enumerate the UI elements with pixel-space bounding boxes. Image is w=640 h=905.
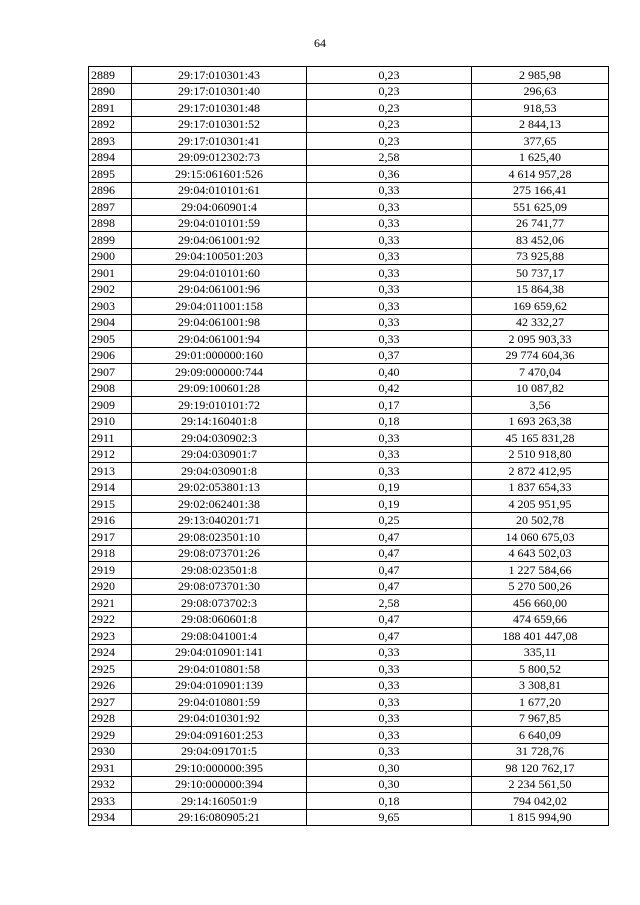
row-number: 2901 — [89, 265, 132, 282]
cadastral-number: 29:04:010801:58 — [132, 661, 307, 678]
rate-cell: 0,33 — [307, 743, 472, 760]
value-cell: 551 625,09 — [472, 199, 609, 216]
rate-cell: 0,36 — [307, 166, 472, 183]
cadastral-number: 29:04:010301:92 — [132, 710, 307, 727]
row-number: 2934 — [89, 809, 132, 826]
row-number: 2915 — [89, 496, 132, 513]
row-number: 2931 — [89, 760, 132, 777]
rate-cell: 0,19 — [307, 479, 472, 496]
value-cell: 31 728,76 — [472, 743, 609, 760]
rate-cell: 0,33 — [307, 644, 472, 661]
rate-cell: 9,65 — [307, 809, 472, 826]
table-row — [89, 809, 609, 826]
rate-cell: 0,33 — [307, 661, 472, 678]
table-row — [89, 760, 609, 777]
row-number: 2925 — [89, 661, 132, 678]
cadastral-number: 29:08:023501:8 — [132, 562, 307, 579]
cadastral-number: 29:09:000000:744 — [132, 364, 307, 381]
value-cell: 1 625,40 — [472, 149, 609, 166]
row-number: 2912 — [89, 446, 132, 463]
cadastral-number: 29:17:010301:43 — [132, 67, 307, 84]
table-row — [89, 265, 609, 282]
value-cell: 20 502,78 — [472, 512, 609, 529]
cadastral-number: 29:08:041001:4 — [132, 628, 307, 645]
value-cell: 377,65 — [472, 133, 609, 150]
cadastral-number: 29:08:073701:26 — [132, 545, 307, 562]
value-cell: 2 510 918,80 — [472, 446, 609, 463]
rate-cell: 2,58 — [307, 149, 472, 166]
row-number: 2922 — [89, 611, 132, 628]
value-cell: 1 227 584,66 — [472, 562, 609, 579]
table-row — [89, 743, 609, 760]
row-number: 2933 — [89, 793, 132, 810]
row-number: 2914 — [89, 479, 132, 496]
cadastral-number: 29:04:030902:3 — [132, 430, 307, 447]
table-row — [89, 281, 609, 298]
table-row — [89, 677, 609, 694]
row-number: 2890 — [89, 83, 132, 100]
row-number: 2926 — [89, 677, 132, 694]
row-number: 2911 — [89, 430, 132, 447]
rate-cell: 0,33 — [307, 677, 472, 694]
rate-cell: 0,47 — [307, 578, 472, 595]
rate-cell: 0,30 — [307, 776, 472, 793]
table-row — [89, 661, 609, 678]
rate-cell: 0,25 — [307, 512, 472, 529]
table-row — [89, 182, 609, 199]
table-row — [89, 611, 609, 628]
cadastral-number: 29:17:010301:41 — [132, 133, 307, 150]
rate-cell: 0,23 — [307, 133, 472, 150]
cadastral-number: 29:01:000000:160 — [132, 347, 307, 364]
row-number: 2899 — [89, 232, 132, 249]
cadastral-number: 29:04:010901:141 — [132, 644, 307, 661]
rate-cell: 0,33 — [307, 430, 472, 447]
rate-cell: 0,33 — [307, 298, 472, 315]
rate-cell: 0,40 — [307, 364, 472, 381]
cadastral-number: 29:04:010801:59 — [132, 694, 307, 711]
value-cell: 7 967,85 — [472, 710, 609, 727]
value-cell: 1 677,20 — [472, 694, 609, 711]
value-cell: 5 270 500,26 — [472, 578, 609, 595]
row-number: 2898 — [89, 215, 132, 232]
value-cell: 4 614 957,28 — [472, 166, 609, 183]
row-number: 2929 — [89, 727, 132, 744]
cadastral-number: 29:04:010101:60 — [132, 265, 307, 282]
cadastral-number: 29:04:061001:94 — [132, 331, 307, 348]
table-row — [89, 512, 609, 529]
data-table — [88, 66, 609, 826]
value-cell: 1 815 994,90 — [472, 809, 609, 826]
value-cell: 918,53 — [472, 100, 609, 117]
table-row — [89, 331, 609, 348]
row-number: 2918 — [89, 545, 132, 562]
rate-cell: 0,23 — [307, 83, 472, 100]
table-row — [89, 644, 609, 661]
table-row — [89, 463, 609, 480]
value-cell: 2 095 903,33 — [472, 331, 609, 348]
value-cell: 7 470,04 — [472, 364, 609, 381]
table-row — [89, 776, 609, 793]
table-row — [89, 430, 609, 447]
rate-cell: 0,18 — [307, 793, 472, 810]
row-number: 2919 — [89, 562, 132, 579]
page-number: 64 — [314, 36, 326, 50]
value-cell: 4 205 951,95 — [472, 496, 609, 513]
rate-cell: 0,42 — [307, 380, 472, 397]
rate-cell: 0,47 — [307, 628, 472, 645]
value-cell: 2 872 412,95 — [472, 463, 609, 480]
rate-cell: 0,33 — [307, 199, 472, 216]
value-cell: 6 640,09 — [472, 727, 609, 744]
table-row — [89, 67, 609, 84]
cadastral-number: 29:08:060601:8 — [132, 611, 307, 628]
cadastral-number: 29:15:061601:526 — [132, 166, 307, 183]
rate-cell: 0,37 — [307, 347, 472, 364]
row-number: 2891 — [89, 100, 132, 117]
row-number: 2904 — [89, 314, 132, 331]
rate-cell: 0,33 — [307, 710, 472, 727]
table-row — [89, 694, 609, 711]
table-row — [89, 628, 609, 645]
table-row — [89, 149, 609, 166]
value-cell: 98 120 762,17 — [472, 760, 609, 777]
table-row — [89, 413, 609, 430]
table-row — [89, 232, 609, 249]
rate-cell: 0,33 — [307, 281, 472, 298]
value-cell: 335,11 — [472, 644, 609, 661]
row-number: 2927 — [89, 694, 132, 711]
cadastral-number: 29:04:061001:92 — [132, 232, 307, 249]
rate-cell: 0,33 — [307, 331, 472, 348]
cadastral-number: 29:04:011001:158 — [132, 298, 307, 315]
table-row — [89, 314, 609, 331]
row-number: 2913 — [89, 463, 132, 480]
table-row — [89, 199, 609, 216]
rate-cell: 0,33 — [307, 694, 472, 711]
value-cell: 50 737,17 — [472, 265, 609, 282]
rate-cell: 0,33 — [307, 265, 472, 282]
row-number: 2924 — [89, 644, 132, 661]
table-row — [89, 364, 609, 381]
rate-cell: 0,23 — [307, 67, 472, 84]
rate-cell: 0,47 — [307, 529, 472, 546]
row-number: 2928 — [89, 710, 132, 727]
rate-cell: 0,18 — [307, 413, 472, 430]
table-row — [89, 479, 609, 496]
value-cell: 275 166,41 — [472, 182, 609, 199]
cadastral-number: 29:04:091701:5 — [132, 743, 307, 760]
rate-cell: 0,30 — [307, 760, 472, 777]
value-cell: 474 659,66 — [472, 611, 609, 628]
rate-cell: 0,17 — [307, 397, 472, 414]
value-cell: 15 864,38 — [472, 281, 609, 298]
cadastral-number: 29:10:000000:394 — [132, 776, 307, 793]
cadastral-number: 29:04:061001:98 — [132, 314, 307, 331]
cadastral-number: 29:13:040201:71 — [132, 512, 307, 529]
cadastral-number: 29:02:053801:13 — [132, 479, 307, 496]
cadastral-number: 29:04:010101:61 — [132, 182, 307, 199]
row-number: 2923 — [89, 628, 132, 645]
row-number: 2907 — [89, 364, 132, 381]
table-row — [89, 710, 609, 727]
row-number: 2894 — [89, 149, 132, 166]
table-body — [89, 67, 609, 826]
cadastral-number: 29:04:091601:253 — [132, 727, 307, 744]
rate-cell: 0,23 — [307, 100, 472, 117]
row-number: 2921 — [89, 595, 132, 612]
cadastral-number: 29:16:080905:21 — [132, 809, 307, 826]
cadastral-number: 29:04:030901:7 — [132, 446, 307, 463]
value-cell: 456 660,00 — [472, 595, 609, 612]
cadastral-number: 29:04:010101:59 — [132, 215, 307, 232]
rate-cell: 0,33 — [307, 727, 472, 744]
value-cell: 5 800,52 — [472, 661, 609, 678]
table-row — [89, 380, 609, 397]
cadastral-number: 29:19:010101:72 — [132, 397, 307, 414]
cadastral-number: 29:14:160401:8 — [132, 413, 307, 430]
rate-cell: 2,58 — [307, 595, 472, 612]
row-number: 2909 — [89, 397, 132, 414]
rate-cell: 0,19 — [307, 496, 472, 513]
row-number: 2932 — [89, 776, 132, 793]
table-row — [89, 347, 609, 364]
rate-cell: 0,23 — [307, 116, 472, 133]
table-row — [89, 529, 609, 546]
row-number: 2905 — [89, 331, 132, 348]
row-number: 2896 — [89, 182, 132, 199]
value-cell: 10 087,82 — [472, 380, 609, 397]
row-number: 2900 — [89, 248, 132, 265]
rate-cell: 0,47 — [307, 545, 472, 562]
rate-cell: 0,33 — [307, 446, 472, 463]
value-cell: 2 985,98 — [472, 67, 609, 84]
row-number: 2910 — [89, 413, 132, 430]
cadastral-number: 29:02:062401:38 — [132, 496, 307, 513]
value-cell: 29 774 604,36 — [472, 347, 609, 364]
rate-cell: 0,33 — [307, 215, 472, 232]
row-number: 2897 — [89, 199, 132, 216]
value-cell: 1 837 654,33 — [472, 479, 609, 496]
row-number: 2893 — [89, 133, 132, 150]
row-number: 2908 — [89, 380, 132, 397]
value-cell: 169 659,62 — [472, 298, 609, 315]
value-cell: 83 452,06 — [472, 232, 609, 249]
table-row — [89, 578, 609, 595]
value-cell: 2 234 561,50 — [472, 776, 609, 793]
value-cell: 188 401 447,08 — [472, 628, 609, 645]
rate-cell: 0,33 — [307, 182, 472, 199]
table-row — [89, 595, 609, 612]
row-number: 2906 — [89, 347, 132, 364]
rate-cell: 0,33 — [307, 232, 472, 249]
value-cell: 1 693 263,38 — [472, 413, 609, 430]
rate-cell: 0,33 — [307, 463, 472, 480]
cadastral-number: 29:09:012302:73 — [132, 149, 307, 166]
table-row — [89, 215, 609, 232]
row-number: 2917 — [89, 529, 132, 546]
table-row — [89, 727, 609, 744]
cadastral-number: 29:08:073701:30 — [132, 578, 307, 595]
value-cell: 42 332,27 — [472, 314, 609, 331]
value-cell: 794 042,02 — [472, 793, 609, 810]
value-cell: 3,56 — [472, 397, 609, 414]
table-row — [89, 83, 609, 100]
table-row — [89, 166, 609, 183]
cadastral-number: 29:04:010901:139 — [132, 677, 307, 694]
row-number: 2920 — [89, 578, 132, 595]
value-cell: 2 844,13 — [472, 116, 609, 133]
table-row — [89, 116, 609, 133]
cadastral-number: 29:17:010301:48 — [132, 100, 307, 117]
table-row — [89, 397, 609, 414]
cadastral-number: 29:04:100501:203 — [132, 248, 307, 265]
table-row — [89, 133, 609, 150]
rate-cell: 0,33 — [307, 314, 472, 331]
rate-cell: 0,33 — [307, 248, 472, 265]
table-row — [89, 496, 609, 513]
table-row — [89, 100, 609, 117]
cadastral-number: 29:04:061001:96 — [132, 281, 307, 298]
row-number: 2902 — [89, 281, 132, 298]
row-number: 2903 — [89, 298, 132, 315]
row-number: 2892 — [89, 116, 132, 133]
cadastral-number: 29:17:010301:52 — [132, 116, 307, 133]
row-number: 2889 — [89, 67, 132, 84]
value-cell: 3 308,81 — [472, 677, 609, 694]
row-number: 2895 — [89, 166, 132, 183]
table-row — [89, 248, 609, 265]
cadastral-number: 29:14:160501:9 — [132, 793, 307, 810]
cadastral-number: 29:09:100601:28 — [132, 380, 307, 397]
value-cell: 4 643 502,03 — [472, 545, 609, 562]
value-cell: 26 741,77 — [472, 215, 609, 232]
rate-cell: 0,47 — [307, 562, 472, 579]
row-number: 2916 — [89, 512, 132, 529]
cadastral-number: 29:10:000000:395 — [132, 760, 307, 777]
table-row — [89, 545, 609, 562]
cadastral-number: 29:17:010301:40 — [132, 83, 307, 100]
table-row — [89, 446, 609, 463]
cadastral-number: 29:08:073702:3 — [132, 595, 307, 612]
table-row — [89, 562, 609, 579]
value-cell: 73 925,88 — [472, 248, 609, 265]
value-cell: 14 060 675,03 — [472, 529, 609, 546]
value-cell: 296,63 — [472, 83, 609, 100]
rate-cell: 0,47 — [307, 611, 472, 628]
table-row — [89, 793, 609, 810]
table-row — [89, 298, 609, 315]
cadastral-number: 29:04:030901:8 — [132, 463, 307, 480]
cadastral-number: 29:04:060901:4 — [132, 199, 307, 216]
row-number: 2930 — [89, 743, 132, 760]
cadastral-number: 29:08:023501:10 — [132, 529, 307, 546]
value-cell: 45 165 831,28 — [472, 430, 609, 447]
